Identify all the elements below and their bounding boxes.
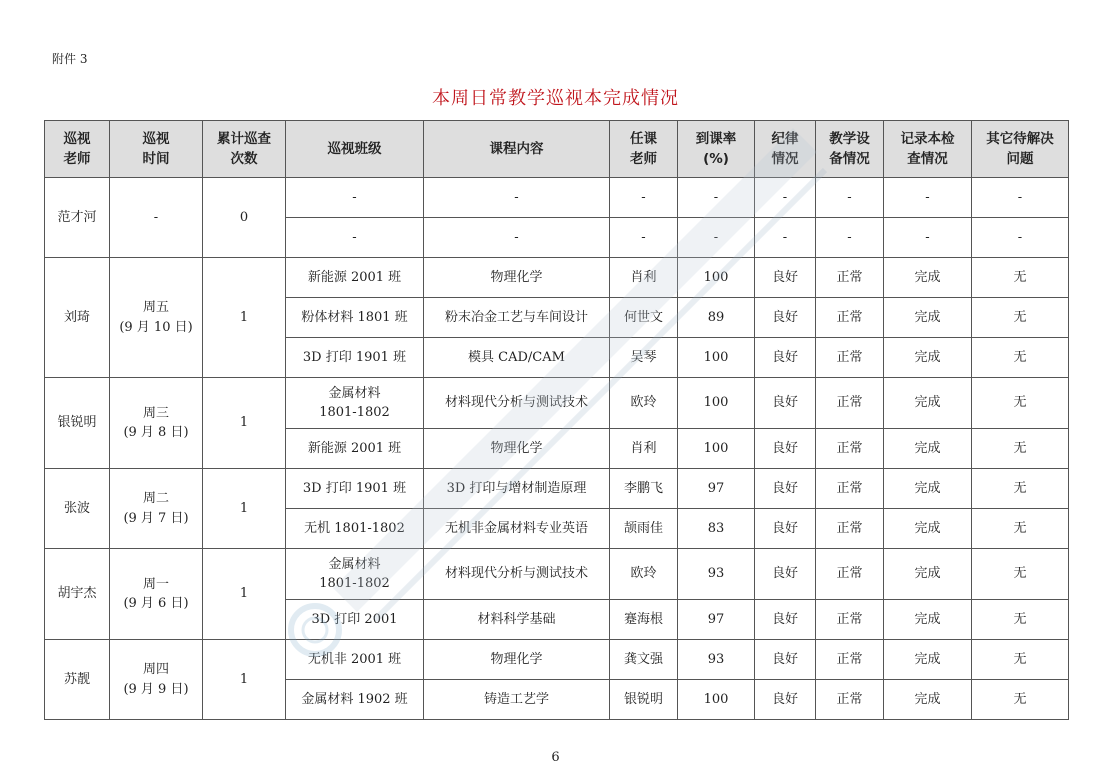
header-discipline: 纪律 情况	[755, 121, 816, 178]
table-row	[45, 378, 1069, 429]
other-cell: 无	[972, 680, 1069, 720]
other-cell: 无	[972, 378, 1069, 429]
equipment-cell: -	[816, 218, 884, 258]
header-time: 巡视 时间	[110, 121, 203, 178]
equipment-cell: 正常	[816, 640, 884, 680]
discipline-cell: -	[755, 178, 816, 218]
record-cell: -	[884, 178, 972, 218]
inspection-count: 1	[203, 640, 286, 720]
class-cell: 3D 打印 1901 班	[286, 338, 424, 378]
course-cell: 模具 CAD/CAM	[424, 338, 610, 378]
lecturer-cell: 蹇海根	[610, 600, 678, 640]
equipment-cell: 正常	[816, 549, 884, 600]
course-cell: 3D 打印与增材制造原理	[424, 469, 610, 509]
course-cell: 无机非金属材料专业英语	[424, 509, 610, 549]
equipment-cell: 正常	[816, 258, 884, 298]
inspector-name: 苏靓	[45, 640, 110, 720]
header-lecturer: 任课 老师	[610, 121, 678, 178]
attendance-cell: -	[678, 218, 755, 258]
attendance-cell: 100	[678, 258, 755, 298]
class-cell: 金属材料 1801-1802	[286, 378, 424, 429]
inspector-name: 张波	[45, 469, 110, 549]
other-cell: 无	[972, 298, 1069, 338]
page-title: 本周日常教学巡视本完成情况	[432, 88, 679, 109]
attendance-cell: 100	[678, 429, 755, 469]
inspection-time: -	[110, 178, 203, 258]
inspection-time: 周二 (9 月 7 日)	[110, 469, 203, 549]
record-cell: -	[884, 218, 972, 258]
other-cell: 无	[972, 600, 1069, 640]
page-number: 6	[551, 750, 560, 765]
class-cell: 3D 打印 1901 班	[286, 469, 424, 509]
equipment-cell: -	[816, 178, 884, 218]
course-cell: 物理化学	[424, 429, 610, 469]
other-cell: 无	[972, 549, 1069, 600]
course-cell: -	[424, 218, 610, 258]
equipment-cell: 正常	[816, 378, 884, 429]
attendance-cell: 100	[678, 338, 755, 378]
class-cell: 金属材料 1902 班	[286, 680, 424, 720]
other-cell: 无	[972, 258, 1069, 298]
lecturer-cell: 颉雨佳	[610, 509, 678, 549]
class-cell: -	[286, 218, 424, 258]
inspection-time: 周一 (9 月 6 日)	[110, 549, 203, 640]
other-cell: -	[972, 178, 1069, 218]
discipline-cell: 良好	[755, 429, 816, 469]
course-cell: 物理化学	[424, 258, 610, 298]
inspection-count: 0	[203, 178, 286, 258]
lecturer-cell: 龚文强	[610, 640, 678, 680]
class-cell: 新能源 2001 班	[286, 429, 424, 469]
inspection-table	[44, 120, 1069, 720]
discipline-cell: 良好	[755, 600, 816, 640]
class-cell: 无机非 2001 班	[286, 640, 424, 680]
class-cell: 金属材料 1801-1802	[286, 549, 424, 600]
header-other: 其它待解决 问题	[972, 121, 1069, 178]
discipline-cell: 良好	[755, 338, 816, 378]
other-cell: 无	[972, 509, 1069, 549]
attendance-cell: 100	[678, 378, 755, 429]
course-cell: 粉末冶金工艺与车间设计	[424, 298, 610, 338]
annex-label: 附件 3	[52, 52, 88, 66]
record-cell: 完成	[884, 378, 972, 429]
lecturer-cell: 何世文	[610, 298, 678, 338]
other-cell: 无	[972, 429, 1069, 469]
header-course: 课程内容	[424, 121, 610, 178]
attendance-cell: 83	[678, 509, 755, 549]
discipline-cell: 良好	[755, 298, 816, 338]
discipline-cell: 良好	[755, 469, 816, 509]
other-cell: 无	[972, 338, 1069, 378]
inspection-time: 周三 (9 月 8 日)	[110, 378, 203, 469]
attendance-cell: -	[678, 178, 755, 218]
table-row	[45, 178, 1069, 218]
inspection-count: 1	[203, 378, 286, 469]
discipline-cell: 良好	[755, 680, 816, 720]
class-cell: 新能源 2001 班	[286, 258, 424, 298]
record-cell: 完成	[884, 680, 972, 720]
lecturer-cell: -	[610, 218, 678, 258]
course-cell: 材料现代分析与测试技术	[424, 549, 610, 600]
table-row	[45, 258, 1069, 298]
class-cell: 3D 打印 2001	[286, 600, 424, 640]
header-equipment: 教学设 备情况	[816, 121, 884, 178]
class-cell: 粉体材料 1801 班	[286, 298, 424, 338]
table-row	[45, 469, 1069, 509]
discipline-cell: 良好	[755, 258, 816, 298]
course-cell: -	[424, 178, 610, 218]
other-cell: -	[972, 218, 1069, 258]
attendance-cell: 93	[678, 640, 755, 680]
course-cell: 物理化学	[424, 640, 610, 680]
inspector-name: 范才河	[45, 178, 110, 258]
table-row	[45, 640, 1069, 680]
equipment-cell: 正常	[816, 338, 884, 378]
course-cell: 铸造工艺学	[424, 680, 610, 720]
inspector-name: 刘琦	[45, 258, 110, 378]
header-record: 记录本检 查情况	[884, 121, 972, 178]
lecturer-cell: 李鹏飞	[610, 469, 678, 509]
inspection-time: 周四 (9 月 9 日)	[110, 640, 203, 720]
inspection-count: 1	[203, 469, 286, 549]
record-cell: 完成	[884, 338, 972, 378]
discipline-cell: 良好	[755, 378, 816, 429]
lecturer-cell: 欧玲	[610, 378, 678, 429]
record-cell: 完成	[884, 258, 972, 298]
attendance-cell: 89	[678, 298, 755, 338]
lecturer-cell: 肖利	[610, 258, 678, 298]
lecturer-cell: 欧玲	[610, 549, 678, 600]
attendance-cell: 97	[678, 600, 755, 640]
record-cell: 完成	[884, 549, 972, 600]
class-cell: -	[286, 178, 424, 218]
lecturer-cell: 银锐明	[610, 680, 678, 720]
equipment-cell: 正常	[816, 429, 884, 469]
discipline-cell: 良好	[755, 640, 816, 680]
discipline-cell: 良好	[755, 549, 816, 600]
attendance-cell: 97	[678, 469, 755, 509]
discipline-cell: 良好	[755, 509, 816, 549]
equipment-cell: 正常	[816, 469, 884, 509]
record-cell: 完成	[884, 298, 972, 338]
equipment-cell: 正常	[816, 298, 884, 338]
record-cell: 完成	[884, 640, 972, 680]
record-cell: 完成	[884, 600, 972, 640]
inspection-count: 1	[203, 549, 286, 640]
record-cell: 完成	[884, 469, 972, 509]
header-class: 巡视班级	[286, 121, 424, 178]
lecturer-cell: 吴琴	[610, 338, 678, 378]
lecturer-cell: 肖利	[610, 429, 678, 469]
equipment-cell: 正常	[816, 680, 884, 720]
header-row	[45, 121, 1069, 178]
other-cell: 无	[972, 640, 1069, 680]
inspector-name: 胡宇杰	[45, 549, 110, 640]
header-count: 累计巡查 次数	[203, 121, 286, 178]
inspector-name: 银锐明	[45, 378, 110, 469]
course-cell: 材料现代分析与测试技术	[424, 378, 610, 429]
course-cell: 材料科学基础	[424, 600, 610, 640]
lecturer-cell: -	[610, 178, 678, 218]
discipline-cell: -	[755, 218, 816, 258]
record-cell: 完成	[884, 429, 972, 469]
inspection-count: 1	[203, 258, 286, 378]
header-attendance: 到课率 (%)	[678, 121, 755, 178]
table-row	[45, 549, 1069, 600]
class-cell: 无机 1801-1802	[286, 509, 424, 549]
equipment-cell: 正常	[816, 509, 884, 549]
attendance-cell: 93	[678, 549, 755, 600]
other-cell: 无	[972, 469, 1069, 509]
inspection-time: 周五 (9 月 10 日)	[110, 258, 203, 378]
equipment-cell: 正常	[816, 600, 884, 640]
record-cell: 完成	[884, 509, 972, 549]
attendance-cell: 100	[678, 680, 755, 720]
header-teacher: 巡视 老师	[45, 121, 110, 178]
